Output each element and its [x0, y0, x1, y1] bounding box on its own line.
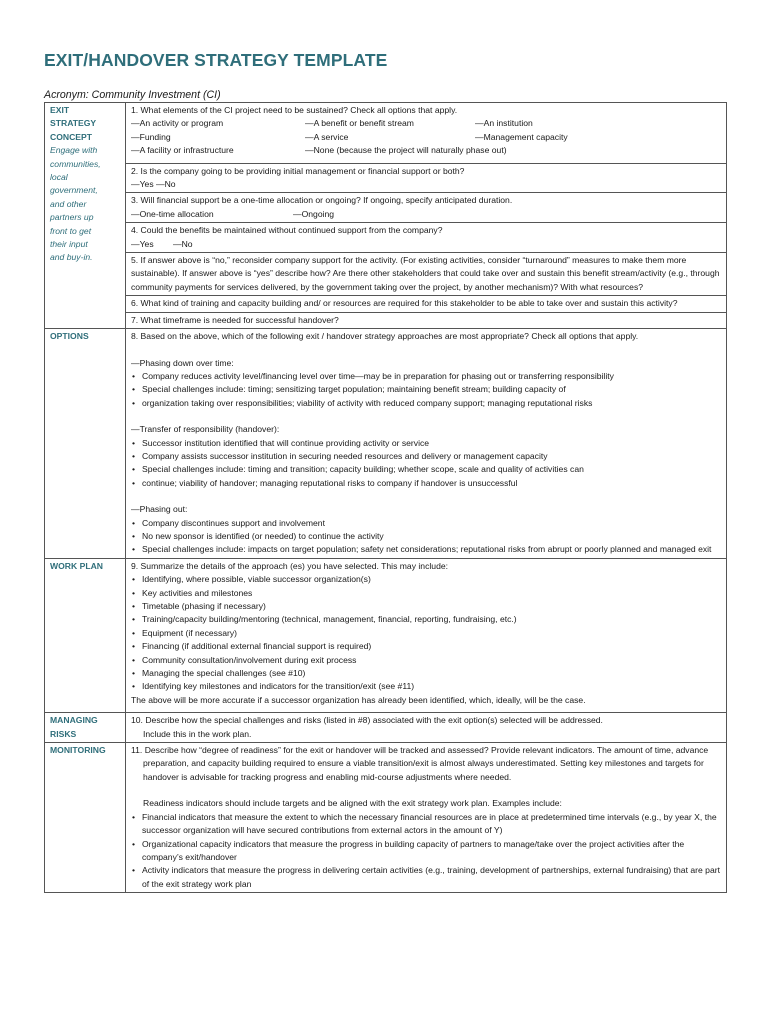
- workplan-label-cell: [45, 558, 126, 712]
- q9-question: 9. Summarize the details of the approach (es) you have selected. This may include:: [131, 560, 449, 571]
- list-item: • Organizational capacity indicators that measure the progress in building capacity of partners to manage/take over the project activities after the company’s exit/handover: [131, 838, 723, 865]
- row-q1: [45, 103, 727, 164]
- list-item: • Company assists successor institution in securing needed resources and delivery or management capacity: [131, 450, 723, 463]
- risks-label-line: MANAGING: [50, 715, 98, 726]
- list-item: • Financing (if additional external financial support is required): [131, 640, 723, 653]
- workplan-cell: [126, 558, 727, 712]
- q8-question: 8. Based on the above, which of the following exit / handover strategy approaches are most appropriate? Check all options that apply.: [131, 331, 639, 342]
- phasing-out-checkbox[interactable]: —Phasing out:: [131, 504, 188, 515]
- list-item: • organization taking over responsibilities; viability of activity with reduced company support; managing reputational risks: [131, 397, 723, 410]
- q3-question: 3. Will financial support be a one-time allocation or ongoing? If ongoing, specify anticipated duration.: [131, 195, 513, 206]
- row-q7: [45, 312, 727, 328]
- monitoring-label: MONITORING: [50, 745, 106, 756]
- q1-option-checkbox[interactable]: —An activity or program: [131, 118, 224, 129]
- row-risks: [45, 713, 727, 743]
- concept-subtext-line: partners up: [50, 212, 94, 223]
- q3-options-row: [131, 208, 723, 221]
- q11-question: 11. Describe how “degree of readiness” for the exit or handover will be tracked and assessed? Provide relevant indicators. The amount of time, advance preparation, and capacity building required to ensure a viable transition/exit is almost always underestimated. Setting key milestones and targets for handover is advisable for tracking progress and enabling mid-course adjustments where needed.: [131, 745, 709, 782]
- q10-question: 10. Describe how the special challenges and risks (listed in #8) associated with the exit option(s) selected will be addressed.: [131, 715, 603, 726]
- q2-question: 2. Is the company going to be providing initial management or financial support or both?: [131, 165, 465, 176]
- concept-subtext-line: Engage with: [50, 145, 98, 156]
- q1-cell: [126, 103, 727, 164]
- row-q4: [45, 223, 727, 253]
- row-workplan: [45, 558, 727, 712]
- row-q2: [45, 163, 727, 193]
- transfer-checkbox[interactable]: —Transfer of responsibility (handover):: [131, 424, 280, 435]
- monitoring-label-cell: [45, 743, 126, 893]
- q10-subtext: Include this in the work plan.: [143, 728, 252, 739]
- q1-option-checkbox[interactable]: —An institution: [475, 118, 533, 129]
- row-q5: [45, 253, 727, 296]
- list-item: • Financial indicators that measure the extent to which the necessary financial resources are in place at predetermined time intervals (e.g., by year X, the successor organization will have secured contributions from external actors in the amount of Y): [131, 811, 723, 838]
- risks-label-cell: [45, 713, 126, 743]
- list-item: • continue; viability of handover; managing reputational risks to company if handover is unsuccessful: [131, 477, 723, 490]
- concept-subtext-line: and other: [50, 198, 87, 209]
- list-item: • Community consultation/involvement during exit process: [131, 654, 723, 667]
- q1-option-checkbox[interactable]: —A facility or infrastructure: [131, 145, 234, 156]
- risks-cell: [126, 713, 727, 743]
- q1-option-checkbox[interactable]: —None (because the project will naturally phase out): [305, 145, 507, 156]
- workplan-label: WORK PLAN: [50, 560, 103, 571]
- q3-option-checkbox[interactable]: —One-time allocation: [131, 208, 214, 219]
- list-item: • Identifying, where possible, viable successor organization(s): [131, 573, 723, 586]
- monitoring-cell: [126, 743, 727, 893]
- concept-subtext-line: their input: [50, 239, 88, 250]
- q4-option-checkbox[interactable]: —No: [173, 238, 193, 249]
- q4-options-row: [131, 238, 723, 251]
- q1-question: 1. What elements of the CI project need to be sustained? Check all options that apply.: [131, 105, 458, 115]
- q1-option-checkbox[interactable]: —Management capacity: [475, 131, 568, 142]
- concept-subtext-line: local: [50, 172, 68, 183]
- q1-option-checkbox[interactable]: —A benefit or benefit stream: [305, 118, 414, 129]
- q1-options-row: [131, 144, 723, 157]
- readiness-intro: Readiness indicators should include targets and be aligned with the exit strategy work plan. Examples include:: [143, 798, 562, 809]
- list-item: • Successor institution identified that will continue providing activity or service: [131, 437, 723, 450]
- q1-options-row: [131, 131, 723, 144]
- concept-heading-line: CONCEPT: [50, 131, 93, 142]
- document-title: EXIT/HANDOVER STRATEGY TEMPLATE: [44, 50, 388, 70]
- list-item: • Training/capacity building/mentoring (technical, management, financial, reporting, fundraising, etc.): [131, 613, 723, 626]
- list-item: • Equipment (if necessary): [131, 627, 723, 640]
- options-label-cell: [45, 329, 126, 559]
- row-monitoring: [45, 743, 727, 893]
- options-cell: [126, 329, 727, 559]
- phasing-down-checkbox[interactable]: —Phasing down over time:: [131, 357, 234, 368]
- concept-heading-line: EXIT: [50, 105, 70, 115]
- workplan-footer: The above will be more accurate if a successor organization has already been identified, which, ideally, will be the case.: [131, 694, 586, 705]
- strategy-table: [44, 102, 727, 893]
- q1-option-checkbox[interactable]: —A service: [305, 131, 349, 142]
- q1-options-row: [131, 117, 723, 130]
- list-item: • Identifying key milestones and indicators for the transition/exit (see #11): [131, 680, 723, 693]
- concept-heading-line: STRATEGY: [50, 118, 97, 129]
- q4-option-checkbox[interactable]: —Yes: [131, 238, 154, 249]
- list-item: • Special challenges include: impacts on target population; safety net considerations; reputational risks from abrupt or poorly planned and managed exit: [131, 543, 723, 556]
- risks-label-line: RISKS: [50, 728, 77, 739]
- concept-subtext-line: communities,: [50, 158, 101, 169]
- list-item: • Company discontinues support and involvement: [131, 517, 723, 530]
- q7-cell: 7. What timeframe is needed for successful handover?: [126, 312, 727, 328]
- concept-subtext-line: and buy-in.: [50, 252, 93, 263]
- list-item: • Key activities and milestones: [131, 587, 723, 600]
- list-item: • Special challenges include: timing; sensitizing target population; maintaining benefit stream; building capacity of: [131, 383, 723, 396]
- q5-cell: 5. If answer above is “no,” reconsider company support for the activity. (For existing activities, consider “turnaround” measures to make them more sustainable). If answer above is “yes” describe how? Are there other stakeholders that could take over and sustain this benefit stream/activity (e.g., through community payments for services delivered, by the government taking over the project, by another mechanism)? With what resources?: [126, 253, 727, 296]
- list-item: • No new sponsor is identified (or needed) to continue the activity: [131, 530, 723, 543]
- concept-label-cell: [45, 103, 126, 329]
- acronym-note: Acronym: Community Investment (CI): [44, 89, 221, 101]
- concept-subtext-line: front to get: [50, 225, 92, 236]
- concept-subtext-line: government,: [50, 185, 98, 196]
- q3-option-checkbox[interactable]: —Ongoing: [293, 208, 335, 219]
- q2-cell: [126, 163, 727, 193]
- list-item: • Managing the special challenges (see #10): [131, 667, 723, 680]
- list-item: • Special challenges include: timing and transition; capacity building; whether scope, scale and quality of activities can: [131, 463, 723, 476]
- options-label: OPTIONS: [50, 331, 89, 342]
- row-q6: [45, 296, 727, 312]
- row-options: [45, 329, 727, 559]
- q4-question: 4. Could the benefits be maintained without continued support from the company?: [131, 225, 443, 236]
- q3-cell: [126, 193, 727, 223]
- q4-cell: [126, 223, 727, 253]
- q6-cell: 6. What kind of training and capacity building and/ or resources are required for this stakeholder to be able to take over and sustain this activity?: [126, 296, 727, 312]
- list-item: • Activity indicators that measure the progress in delivering certain activities (e.g., training, development of partnerships, external fundraising) that are part of the exit strategy work plan: [131, 864, 723, 891]
- row-q3: [45, 193, 727, 223]
- q1-option-checkbox[interactable]: —Funding: [131, 131, 171, 142]
- q2-options[interactable]: —Yes —No: [131, 179, 176, 190]
- list-item: • Timetable (phasing if necessary): [131, 600, 723, 613]
- list-item: • Company reduces activity level/financing level over time—may be in preparation for phasing out or transferring responsibility: [131, 370, 723, 383]
